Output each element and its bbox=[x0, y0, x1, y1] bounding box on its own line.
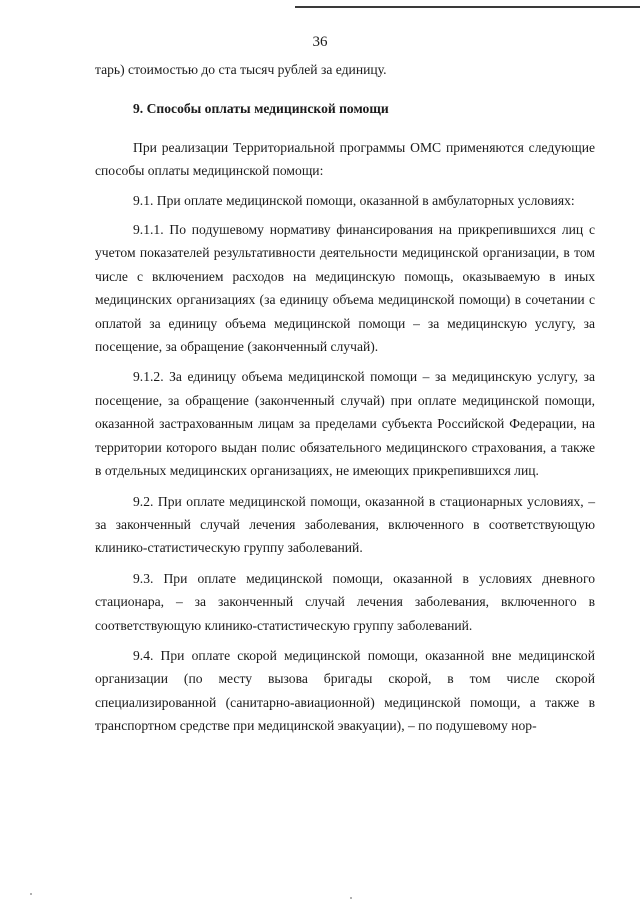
paragraph-9-1: 9.1. При оплате медицинской помощи, оказанной в амбулаторных условиях: bbox=[133, 192, 575, 208]
scan-speck bbox=[30, 893, 32, 895]
paragraph-9-1-1: 9.1.1. По подушевому нормативу финансирования на прикрепившихся лиц с учетом показателей результативности деятельности медицинской организации, в том числе с включением расходов на медицинскую помощь, оказываемую в иных медицинских организациях (за единицу объема медицинской помощи) в сочетании с оплатой за единицу объема медицинской помощи – за медицинскую услугу, за посещение, за обращение (законченный случай). bbox=[95, 222, 595, 355]
paragraph-9-1-2: 9.1.2. За единицу объема медицинской помощи – за медицинскую услугу, за посещение, за обращение (законченный случай) при оплате медицинской помощи, оказанной застрахованным лицам за пределами субъекта Российской Федерации, на территории которого выдан полис обязательного медицинского страхования, а также в отдельных медицинских организациях, не имеющих прикрепившихся лиц. bbox=[95, 369, 595, 479]
page-number: 36 bbox=[312, 34, 328, 50]
top-rule bbox=[295, 6, 640, 8]
paragraph-intro: При реализации Территориальной программы ОМС применяются следующие способы оплаты медицинской помощи: bbox=[95, 139, 595, 179]
continuation-line: тарь) стоимостью до ста тысяч рублей за единицу. bbox=[95, 62, 387, 77]
section-heading: 9. Способы оплаты медицинской помощи bbox=[133, 101, 389, 117]
document-body bbox=[95, 58, 595, 744]
scan-speck bbox=[350, 897, 352, 899]
paragraph-9-2: 9.2. При оплате медицинской помощи, оказанной в стационарных условиях, – за законченный случай лечения заболевания, включенного в соответствующую клинико-статистическую группу заболеваний. bbox=[95, 493, 595, 556]
paragraph-9-4: 9.4. При оплате скорой медицинской помощи, оказанной вне медицинской организации (по месту вызова бригады скорой, в том числе скорой специализированной (санитарно-авиационной) медицинской помощи, а также в транспортном средстве при медицинской эвакуации), – по подушевому нор- bbox=[95, 647, 595, 734]
paragraph-9-3: 9.3. При оплате медицинской помощи, оказанной в условиях дневного стационара, – за законченный случай лечения заболевания, включенного в соответствующую клинико-статистическую группу заболеваний. bbox=[95, 570, 595, 633]
